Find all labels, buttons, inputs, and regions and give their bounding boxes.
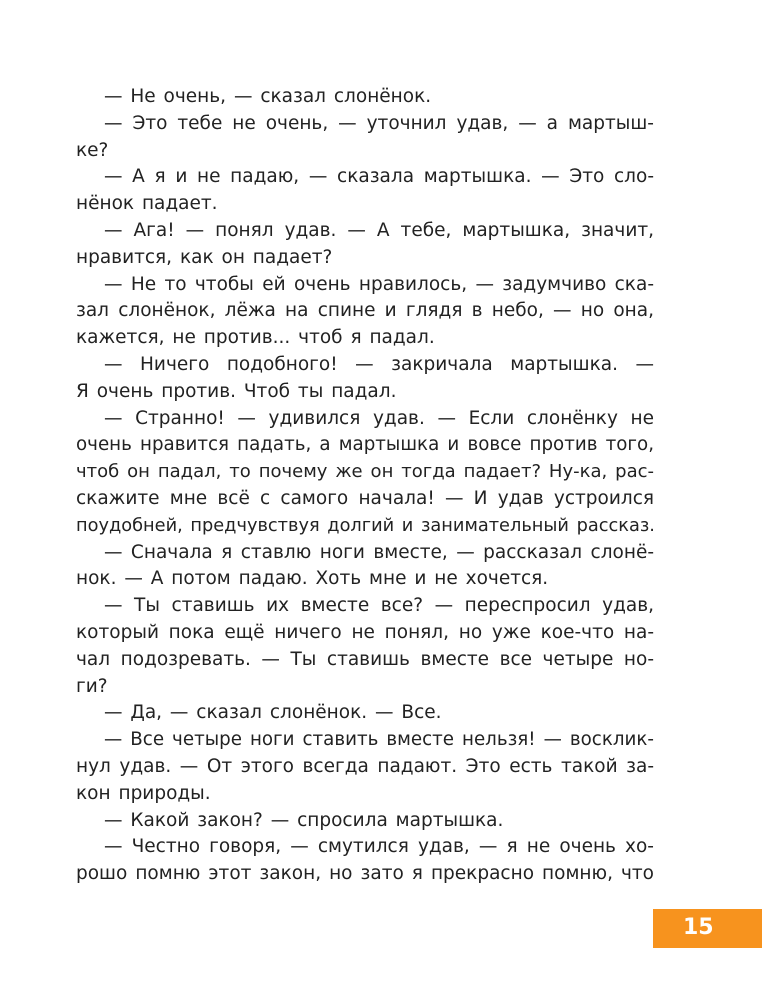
text-line: чал подозревать. — Ты ставишь вместе все четыре но- xyxy=(76,648,654,670)
text-line: очень нравится падать, а мартышка и вовсе против того, xyxy=(76,434,654,456)
text-line: который пока ещё ничего не понял, но уже кое-что на- xyxy=(76,621,654,643)
text-line: скажите мне всё с самого начала! — И удав устроился xyxy=(76,487,654,509)
page-body-text xyxy=(76,84,654,888)
text-line: — Какой закон? — спросила мартышка. xyxy=(104,809,504,831)
text-line: — А я и не падаю, — сказала мартышка. — Это сло- xyxy=(104,166,654,188)
page-number-underline xyxy=(653,945,762,948)
text-line: рошо помню этот закон, но зато я прекрасно помню, что xyxy=(76,863,654,885)
text-line: чтоб он падал, то почему же он тогда падает? Ну-ка, рас- xyxy=(76,461,654,483)
text-line: — Странно! — удивился удав. — Если слонёнку не xyxy=(104,407,654,429)
text-line: — Ты ставишь их вместе все? — переспросил удав, xyxy=(104,595,654,617)
text-line: — Честно говоря, — смутился удав, — я не очень хо- xyxy=(104,836,654,858)
text-line: — Не очень, — сказал слонёнок. xyxy=(104,86,432,107)
text-line: — Ага! — понял удав. — А тебе, мартышка, значит, xyxy=(104,219,654,241)
text-line: нок. — А потом падаю. Хоть мне и не хочется. xyxy=(76,568,549,590)
text-line: кажется, не против... чтоб я падал. xyxy=(76,327,435,349)
text-line: — Не то чтобы ей очень нравилось, — задумчиво ска- xyxy=(104,273,654,295)
text-line: нёнок падает. xyxy=(76,193,218,215)
text-line: нул удав. — От этого всегда падают. Это есть такой за- xyxy=(76,755,654,777)
text-line: Я очень против. Чтоб ты падал. xyxy=(76,380,397,402)
page-number: 15 xyxy=(683,914,714,940)
text-line: нравится, как он падает? xyxy=(76,246,333,268)
text-line: — Сначала я ставлю ноги вместе, — рассказал слонё- xyxy=(104,541,654,563)
text-line: — Да, — сказал слонёнок. — Все. xyxy=(104,702,442,724)
text-line: ке? xyxy=(76,139,109,161)
text-line: кон природы. xyxy=(76,782,211,804)
text-line: — Ничего подобного! — закричала мартышка. — xyxy=(104,353,654,375)
text-line: ги? xyxy=(76,675,108,697)
text-line: поудобней, предчувствуя долгий и занимательный рассказ. xyxy=(76,515,655,536)
text-line: зал слонёнок, лёжа на спине и глядя в небо, — но она, xyxy=(76,300,654,322)
page-number-tab xyxy=(653,909,762,945)
text-line: — Это тебе не очень, — уточнил удав, — а мартыш- xyxy=(104,112,654,134)
text-line: — Все четыре ноги ставить вместе нельзя! — восклик- xyxy=(104,729,654,751)
